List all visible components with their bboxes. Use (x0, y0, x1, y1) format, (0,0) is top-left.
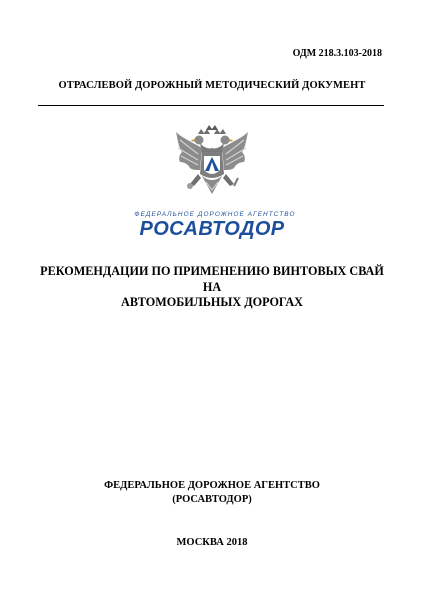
logo-agency-subtitle: ФЕДЕРАЛЬНОЕ ДОРОЖНОЕ АГЕНТСТВО (134, 211, 296, 218)
rosavtodor-logo: РОСАВТОДОР (139, 218, 285, 240)
publisher-abbreviation: (РОСАВТОДОР) (172, 494, 252, 505)
document-title (30, 264, 394, 311)
publisher-name: ФЕДЕРАЛЬНОЕ ДОРОЖНОЕ АГЕНТСТВО (104, 480, 320, 491)
document-code: ОДМ 218.3.103-2018 (292, 48, 382, 59)
header-divider (38, 105, 384, 106)
document-title-line2: АВТОМОБИЛЬНЫХ ДОРОГАХ (121, 295, 303, 309)
double-headed-eagle-icon (172, 124, 252, 204)
document-type-heading: ОТРАСЛЕВОЙ ДОРОЖНЫЙ МЕТОДИЧЕСКИЙ ДОКУМЕНТ (58, 80, 366, 91)
document-title-line1: РЕКОМЕНДАЦИИ ПО ПРИМЕНЕНИЮ ВИНТОВЫХ СВАЙ НА (40, 264, 384, 294)
publisher-block (0, 479, 424, 507)
place-and-year: МОСКВА 2018 (176, 537, 248, 548)
